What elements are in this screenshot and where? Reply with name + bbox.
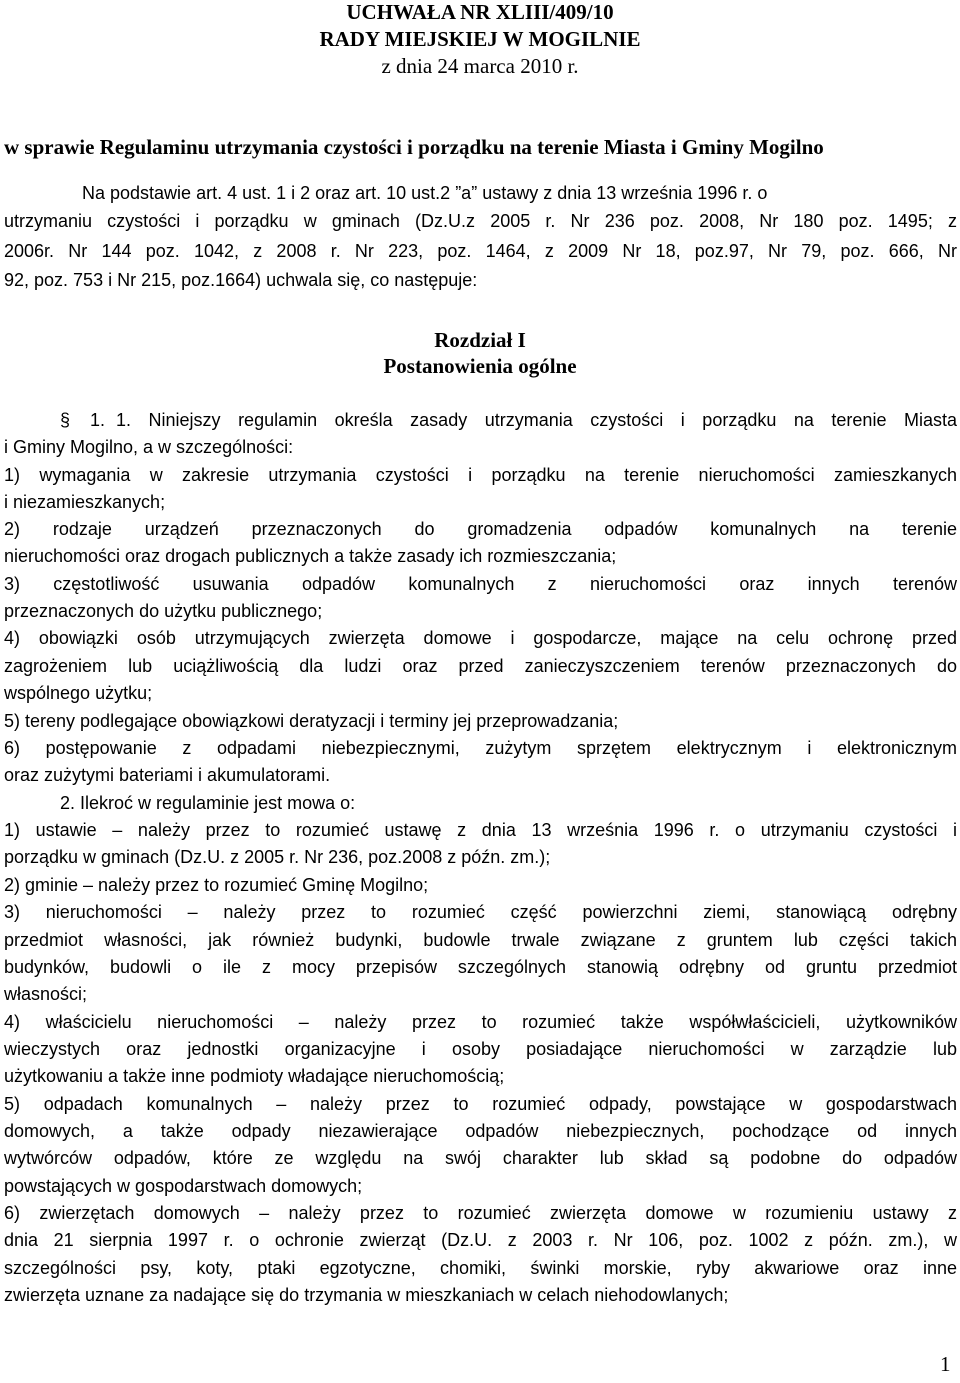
chapter-subtitle: Postanowienia ogólne <box>383 354 577 378</box>
resolution-date: z dnia 24 marca 2010 r. <box>381 54 579 78</box>
body-line: szczególności psy, koty, ptaki egzotyczne, chomiki, świnki morskie, ryby akwariowe oraz inne <box>4 1258 957 1278</box>
body-line: domowych, a także odpady niezawierające odpadów niebezpiecznych, pochodzące od innych <box>4 1121 957 1141</box>
body-line: 2) rodzaje urządzeń przeznaczonych do gromadzenia odpadów komunalnych na terenie <box>4 519 957 539</box>
body-line: 1. Niniejszy regulamin określa zasady utrzymania czystości i porządku na terenie Miasta <box>116 410 957 430</box>
body-line: 4) właścicielu nieruchomości – należy przez to rozumieć także współwłaścicieli, użytkowników <box>4 1012 957 1032</box>
body-line: 2) gminie – należy przez to rozumieć Gminę Mogilno; <box>4 875 429 895</box>
body-line: 5) odpadach komunalnych – należy przez to rozumieć odpady, powstające w gospodarstwach <box>4 1094 957 1114</box>
body-line: dnia 21 sierpnia 1997 r. o ochronie zwierząt (Dz.U. z 2003 r. Nr 106, poz. 1002 z późn. zm.), w <box>4 1230 957 1250</box>
body-line: użytkowaniu a także inne podmioty władające nieruchomością; <box>4 1066 505 1086</box>
body-line: przedmiot własności, jak również budynki, budowle trwale związane z gruntem lub części takich <box>4 930 957 950</box>
body-line: zagrożeniem lub uciążliwością dla ludzi oraz przed zanieczyszczeniem terenów przeznaczonych do <box>4 656 957 676</box>
resolution-title: UCHWAŁA NR XLIII/409/10 <box>346 0 614 24</box>
body-line: 5) tereny podlegające obowiązkowi deratyzacji i terminy jej przeprowadzania; <box>4 711 619 731</box>
body-line: 3) częstotliwość usuwania odpadów komunalnych z nieruchomości oraz innych terenów <box>4 574 957 594</box>
body-line: porządku w gminach (Dz.U. z 2005 r. Nr 236, poz.2008 z późn. zm.); <box>4 847 551 867</box>
council-name: RADY MIEJSKIEJ W MOGILNIE <box>319 27 641 51</box>
body-line: i niezamieszkanych; <box>4 492 166 512</box>
body-line: 4) obowiązki osób utrzymujących zwierzęta domowe i gospodarcze, mające na celu ochronę przed <box>4 628 957 648</box>
preamble-line: Na podstawie art. 4 ust. 1 i 2 oraz art. 10 ust.2 ”a” ustawy z dnia 13 września 1996 r. o <box>82 183 768 203</box>
body-line: zwierzęta uznane za nadające się do trzymania w mieszkaniach w celach niehodowlanych; <box>4 1285 729 1305</box>
body-line: 3) nieruchomości – należy przez to rozumieć część powierzchni ziemi, stanowiącą odrębny <box>4 902 957 922</box>
body-line: 1) wymagania w zakresie utrzymania czystości i porządku na terenie nieruchomości zamieszkanych <box>4 465 957 485</box>
body-line: wieczystych oraz jednostki organizacyjne i osoby posiadające nieruchomości w zarządzie lub <box>4 1039 957 1059</box>
section-number: 1. <box>90 410 106 430</box>
body-line: przeznaczonych do użytku publicznego; <box>4 601 323 621</box>
resolution-subject: w sprawie Regulaminu utrzymania czystości i porządku na terenie Miasta i Gminy Mogilno <box>4 135 824 159</box>
body-line: 1) ustawie – należy przez to rozumieć ustawę z dnia 13 września 1996 r. o utrzymaniu czystości i <box>4 820 957 840</box>
page-number: 1 <box>940 1352 951 1376</box>
body-line: budynków, budowli o ile z mocy przepisów szczególnych stanowią odrębny od gruntu przedmiot <box>4 957 957 977</box>
body-line: wspólnego użytku; <box>4 683 153 703</box>
body-line: 6) zwierzętach domowych – należy przez to rozumieć zwierzęta domowe w rozumieniu ustawy z <box>4 1203 957 1223</box>
body-line: powstających w gospodarstwach domowych; <box>4 1176 363 1196</box>
section-mark: § <box>60 410 71 430</box>
chapter-title: Rozdział I <box>434 328 526 352</box>
preamble-line: utrzymaniu czystości i porządku w gminach (Dz.U.z 2005 r. Nr 236 poz. 2008, Nr 180 poz. 1495; z <box>4 211 957 231</box>
body-line: nieruchomości oraz drogach publicznych a także zasady ich rozmieszczania; <box>4 546 617 566</box>
body-line: i Gminy Mogilno, a w szczególności: <box>4 437 294 457</box>
body-line: wytwórców odpadów, które ze względu na swój charakter lub skład są podobne do odpadów <box>4 1148 957 1168</box>
body-line: własności; <box>4 984 88 1004</box>
preamble-line: 92, poz. 753 i Nr 215, poz.1664) uchwala się, co następuje: <box>4 270 478 290</box>
body-line: oraz zużytymi bateriami i akumulatorami. <box>4 765 331 785</box>
body-line: 2. Ilekroć w regulaminie jest mowa o: <box>60 793 356 813</box>
preamble-line: 2006r. Nr 144 poz. 1042, z 2008 r. Nr 223, poz. 1464, z 2009 Nr 18, poz.97, Nr 79, poz. 666, Nr <box>4 241 957 261</box>
body-line: 6) postępowanie z odpadami niebezpiecznymi, zużytym sprzętem elektrycznym i elektronicznym <box>4 738 957 758</box>
